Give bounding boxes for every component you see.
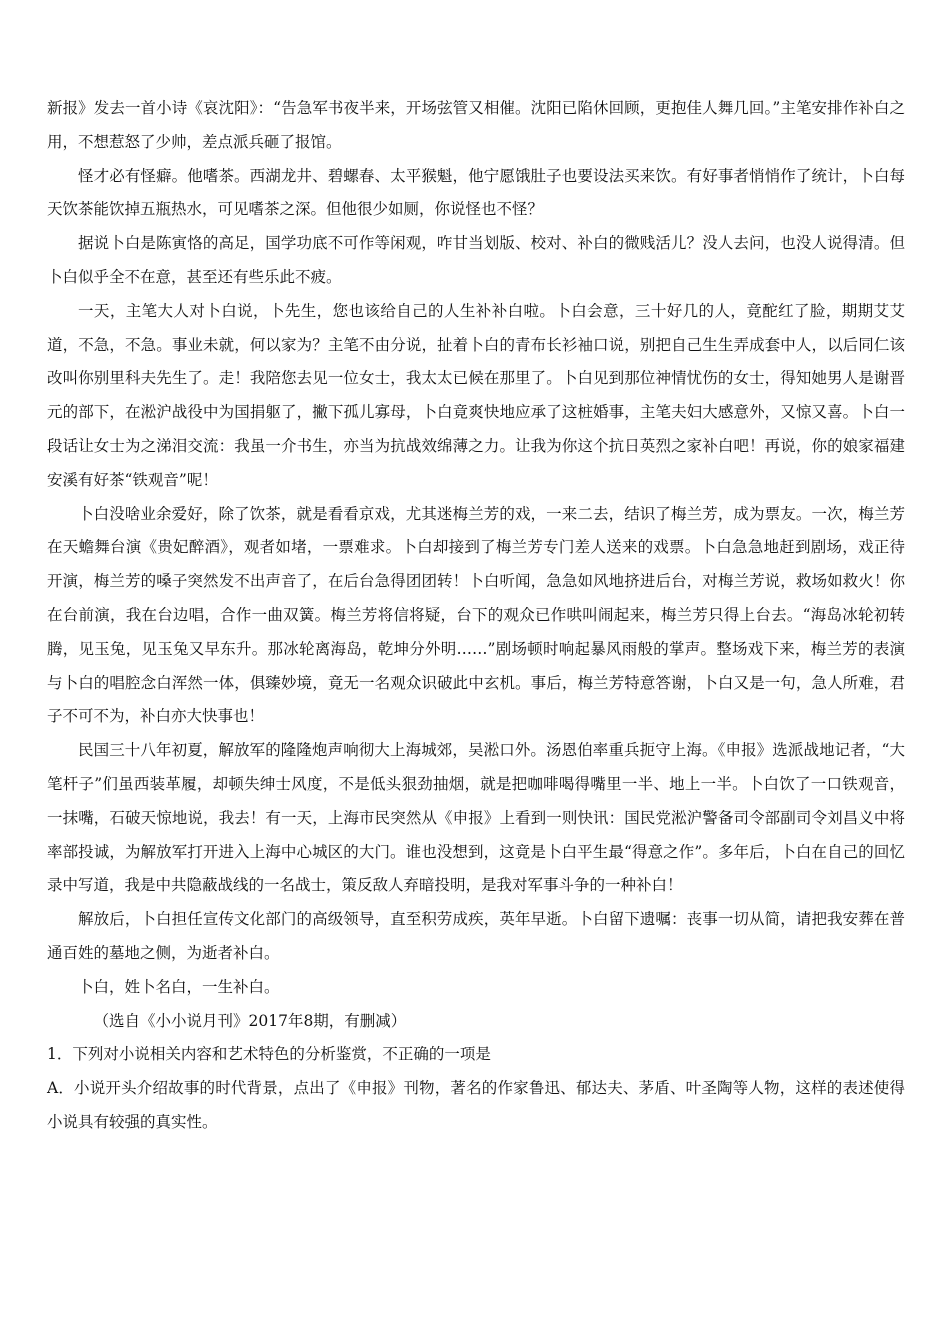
paragraph-7: 解放后，卜白担任宣传文化部门的高级领导，直至积劳成疾，英年早逝。卜白留下遗嘱：丧事一切从简，请把我安葬在普通百姓的墓地之侧，为逝者补白。 [47,910,905,962]
paragraph-5: 卜白没啥业余爱好，除了饮茶，就是看看京戏，尤其迷梅兰芳的戏，一来二去，结识了梅兰芳，成为票友。一次，梅兰芳在天蟾舞台演《贵妃醉酒》，观者如堵，一票难求。卜白却接到了梅兰芳专门差人送来的戏票。卜白急急地赶到剧场，戏正待开演，梅兰芳的嗓子突然发不出声音了，在后台急得团团转！卜白听闻，急急如风地挤进后台，对梅兰芳说，救场如救火！你在台前演，我在台边唱，合作一曲双簧。梅兰芳将信将疑，台下的观众已作哄叫闹起来，梅兰芳只得上台去。“海岛冰轮初转腾，见玉兔，见玉兔又早东升。那冰轮离海岛，乾坤分外明……”剧场顿时响起暴风雨般的掌声。整场戏下来，梅兰芳的表演与卜白的唱腔念白浑然一体，俱臻妙境，竟无一名观众识破此中玄机。事后，梅兰芳特意答谢，卜白又是一句，急人所难，君子不可不为，补白亦大快事也！ [47,504,905,726]
paragraph-8: 卜白，姓卜名白，一生补白。 [78,977,280,996]
question-option-a: A．小说开头介绍故事的时代背景，点出了《申报》刊物，著名的作家鲁迅、郁达夫、茅盾、叶圣陶等人物，这样的表述使得小说具有较强的真实性。 [47,1079,905,1131]
paragraph-4: 一天，主笔大人对卜白说，卜先生，您也该给自己的人生补补白啦。卜白会意，三十好几的人，竟酡红了脸，期期艾艾道，不急，不急。事业未就，何以家为？主笔不由分说，扯着卜白的青布长衫袖口说，别把自己生生弄成套中人，以后同仁该改叫你别里科夫先生了。走！我陪您去见一位女士，我太太已候在那里了。卜白见到那位神情忧伤的女士，得知她男人是谢晋元的部下，在淞沪战役中为国捐躯了，撇下孤儿寡母，卜白竟爽快地应承了这桩婚事，主笔夫妇大感意外，又惊又喜。卜白一段话让女士为之涕泪交流：我虽一介书生，亦当为抗战效绵薄之力。让我为你这个抗日英烈之家补白吧！再说，你的娘家福建安溪有好茶“铁观音”呢！ [47,301,905,489]
paragraph-6: 民国三十八年初夏，解放军的隆隆炮声响彻大上海城郊，吴淞口外。汤恩伯率重兵扼守上海。《申报》选派战地记者，“大笔杆子”们虽西装革履，却顿失绅士风度，不是低头狠劲抽烟，就是把咖啡喝得嘴里一半、地上一半。卜白饮了一口铁观音，一抹嘴，石破天惊地说，我去！有一天，上海市民突然从《申报》上看到一则快讯：国民党淞沪警备司令部副司令刘昌义中将率部投诚，为解放军打开进入上海中心城区的大门。谁也没想到，这竟是卜白平生最“得意之作”。多年后，卜白在自己的回忆录中写道，我是中共隐蔽战线的一名战士，策反敌人弃暗投明，是我对军事斗争的一种补白！ [47,741,905,895]
paragraph-3: 据说卜白是陈寅恪的高足，国学功底不可作等闲观，咋甘当划版、校对、补白的微贱活儿？没人去问，也没人说得清。但卜白似乎全不在意，甚至还有些乐此不疲。 [47,234,905,286]
question-stem: 1．下列对小说相关内容和艺术特色的分析鉴赏，不正确的一项是 [47,1045,491,1064]
paragraph-2: 怪才必有怪癖。他嗜茶。西湖龙井、碧螺春、太平猴魁，他宁愿饿肚子也要设法买来饮。有好事者悄悄作了统计，卜白每天饮茶能饮掉五瓶热水，可见嗜茶之深。但他很少如厕，你说怪也不怪？ [47,166,905,219]
source-citation: （选自《小小说月刊》2017年8期，有删减） [93,1011,407,1030]
document-page [47,92,905,1140]
paragraph-1: 新报》发去一首小诗《哀沈阳》：“告急军书夜半来，开场弦管又相催。沈阳已陷休回顾，更抱佳人舞几回。”主笔安排作补白之用，不想惹怒了少帅，差点派兵砸了报馆。 [47,99,905,151]
